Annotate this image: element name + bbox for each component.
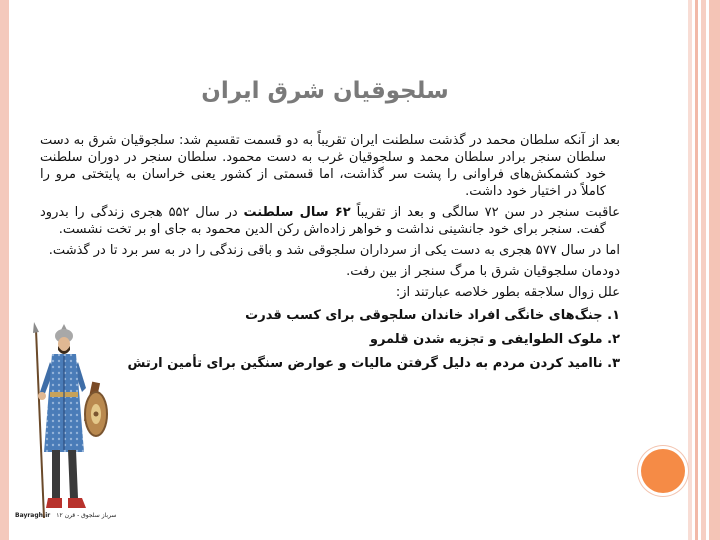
cause-item-1: ۱. جنگ‌های خانگی افراد خاندان سلجوقی برای کسب قدرت [245,308,620,323]
paragraph-dynasty-end: دودمان سلجوقیان شرق با مرگ سنجر از بین رفت. [346,264,620,279]
seljuk-soldier-illustration [14,322,122,522]
slide-body [40,132,620,379]
cause-item-3: ۳. ناامید کردن مردم به دلیل گرفتن مالیات و عوارض سنگین برای تأمین ارتش [127,356,620,371]
paragraph-sanjar-death-end: در سال ۵۵۲ هجری زندگی را بدرود گفت. سنجر برای خود جانشینی نداشت و خواهر زاده‌اش رکن الدین محمود به جای او بر تخت نشست. [40,205,606,237]
paragraph-mahmud-fate: اما در سال ۵۷۷ هجری به دست یکی از سرداران سلجوقی شد و باقی زندگی را در به سر برد تا در گذشت. [48,243,620,258]
paragraph-causes-intro: علل زوال سلاجقه بطور خلاصه عبارتند از: [395,285,620,300]
decorative-orange-circle [641,449,685,493]
reign-length-highlight: ۶۲ سال سلطنت [243,205,351,220]
cause-item-2: ۲. ملوک الطوایفی و تجزیه شدن قلمرو [369,332,620,347]
paragraph-division: بعد از آنکه سلطان محمد در گذشت سلطنت ایران تقریباً به دو قسمت تقسیم شد: سلجوقیان شرق به دست سلطان سنجر برادر سلطان محمد و سلجوقیان غرب به دست محمود. سلطان سنجر در دوران سلطنت خود کشمکش‌های فراوانی را پشت سر گذاشت، اما قسمتی از کشور یعنی خراسان به پایتختی مرو را کاملاً در اختیار خود داشت. [40,133,620,199]
paragraph-sanjar-death-start: عاقبت سنجر در سن ۷۲ سالگی و بعد از تقریباً [356,205,620,220]
paragraph-sanjar-death [40,204,620,238]
right-decorative-stripes [688,0,720,540]
illustration-site: Bayragh.ir [15,512,51,519]
left-frame-border [0,0,9,540]
illustration-caption [15,512,125,519]
slide-title: سلجوقیان شرق ایران [201,78,449,104]
illustration-caption-text: سرباز سلجوق - قرن ۱۲ [56,512,117,519]
